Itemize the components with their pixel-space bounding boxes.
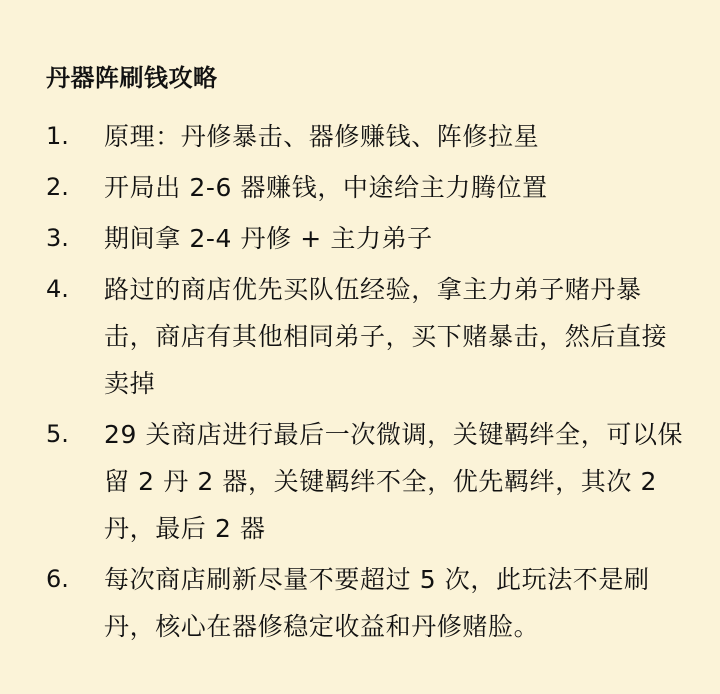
- list-item-text: 每次商店刷新尽量不要超过 5 次，此玩法不是刷丹，核心在器修稳定收益和丹修赌脸。: [104, 565, 650, 641]
- list-item-text: 开局出 2-6 器赚钱，中途给主力腾位置: [104, 173, 548, 202]
- list-item-number: 3.: [46, 224, 69, 252]
- list-item-number: 2.: [46, 173, 69, 201]
- list-item-number: 6.: [46, 565, 69, 593]
- strategy-list: [0, 113, 720, 654]
- list-item: [0, 266, 720, 407]
- list-item-number: 4.: [46, 275, 69, 303]
- list-item-text: 路过的商店优先买队伍经验，拿主力弟子赌丹暴击，商店有其他相同弟子，买下赌暴击，然后直接卖掉: [104, 275, 668, 398]
- list-item: [0, 113, 720, 160]
- list-item: [0, 164, 720, 211]
- list-item: [0, 215, 720, 262]
- list-item: [0, 556, 720, 650]
- list-item-text: 期间拿 2-4 丹修 + 主力弟子: [104, 224, 433, 253]
- list-item: [0, 411, 720, 552]
- list-item-text: 原理：丹修暴击、器修赚钱、阵修拉星: [104, 122, 540, 151]
- document-title: 丹器阵刷钱攻略: [46, 64, 218, 92]
- list-item-number: 1.: [46, 122, 69, 150]
- list-item-number: 5.: [46, 420, 69, 448]
- list-item-text: 29 关商店进行最后一次微调，关键羁绊全，可以保留 2 丹 2 器，关键羁绊不全，优先羁绊，其次 2 丹，最后 2 器: [104, 420, 684, 543]
